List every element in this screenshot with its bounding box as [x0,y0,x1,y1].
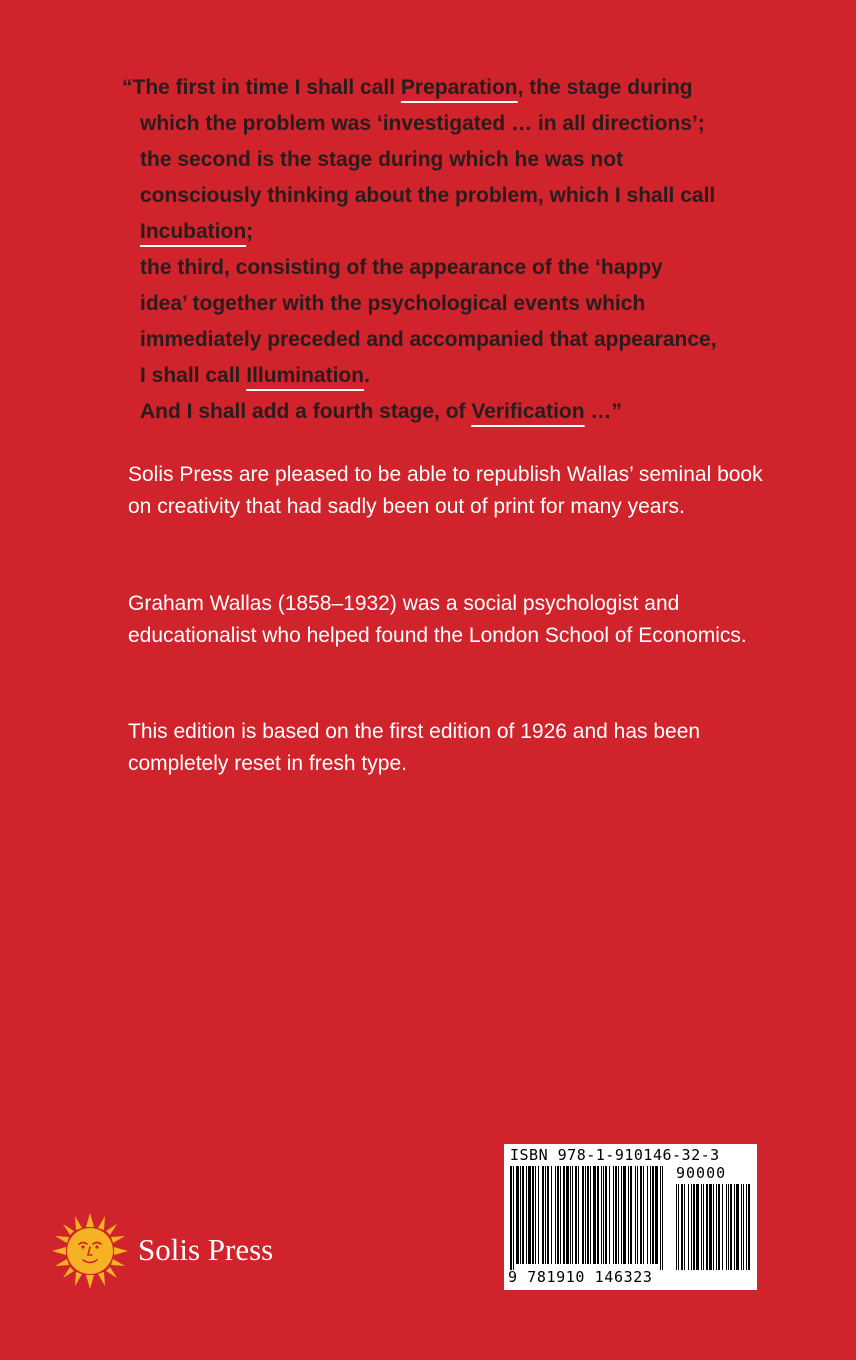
term-illumination: Illumination [246,364,365,387]
barcode-bar [532,1166,534,1264]
barcode-bar [520,1166,521,1264]
barcode-bar [597,1166,599,1264]
barcode-bar [516,1166,519,1264]
paragraph-text: This edition is based on the first edition of 1926 and has been completely reset in fresh type. [128,720,701,775]
barcode-bar [637,1166,638,1264]
barcode-bar [551,1166,552,1264]
addon-bar [713,1184,714,1270]
barcode-bar [513,1166,514,1270]
isbn-barcode [504,1144,757,1290]
quote-text: …” [584,400,622,423]
barcode-bar [575,1166,577,1264]
quote-text: I shall call [140,364,247,387]
barcode-bar [652,1166,654,1264]
barcode-bar [572,1166,573,1264]
addon-bar [722,1184,723,1270]
quote-text: “The first in time I shall call [122,76,401,99]
addon-bar [688,1184,689,1270]
addon-bar [741,1184,742,1270]
barcode-bar [585,1166,586,1264]
barcode-bar [630,1166,632,1264]
quote-line [122,358,822,394]
barcode-bar [628,1166,629,1264]
barcode-bar [635,1166,636,1264]
quote-line [122,394,822,430]
barcode-bar [510,1166,512,1270]
barcode-bar [570,1166,571,1264]
addon-bar [746,1184,747,1270]
barcode-bar [547,1166,549,1264]
term-preparation: Preparation [400,76,518,99]
publisher-name: Solis Press [138,1232,274,1267]
barcode-bar [587,1166,589,1264]
barcode-bar [618,1166,619,1264]
barcode-bar [590,1166,591,1264]
addon-bar [716,1184,717,1270]
barcode-bar [526,1166,527,1264]
addon-bar [693,1184,695,1270]
barcode-bar [522,1166,524,1264]
barcode-bar [593,1166,596,1264]
sun-face-icon [52,1213,128,1289]
barcode-bar [647,1166,648,1264]
price-addon-code: 90000 [676,1164,727,1182]
barcode-bar [578,1166,579,1264]
featured-quote [122,70,822,430]
term-incubation: Incubation [140,220,247,243]
barcode-bar [643,1166,644,1264]
barcode-bar [582,1166,584,1264]
quote-line: immediately preceded and accompanied that appearance, [140,328,717,351]
quote-text: And I shall add a fourth stage, of [140,400,472,423]
ean-number: 9 781910 146323 [508,1268,653,1286]
paragraph-text: Graham Wallas (1858–1932) was a social psychologist and educationalist who helped found the London School of Economics. [128,592,747,647]
barcode-bar [655,1166,658,1264]
barcode-bar [563,1166,565,1264]
barcode-bar [601,1166,602,1264]
addon-bar [703,1184,704,1270]
quote-line: the second is the stage during which he was not [140,148,624,171]
barcode-bar [555,1166,556,1264]
barcode-bar [660,1166,661,1270]
quote-line: consciously thinking about the problem, which I shall call [140,184,716,207]
quote-line [122,70,822,106]
addon-bar [681,1184,683,1270]
quote-line: idea’ together with the psychological events which [140,292,646,315]
barcode-bar [545,1166,546,1264]
addon-bar [709,1184,712,1270]
barcode-bar [621,1166,622,1264]
addon-bar [676,1184,677,1270]
barcode-bar [615,1166,617,1264]
addon-bar [691,1184,692,1270]
paragraph-author [128,588,768,652]
addon-bar [684,1184,685,1270]
barcode-bar [609,1166,610,1264]
paragraph-edition [128,716,768,780]
barcode-bar [623,1166,626,1264]
barcode-bar [603,1166,604,1264]
addon-bar [743,1184,744,1270]
addon-bar [678,1184,679,1270]
addon-bar [701,1184,702,1270]
addon-bar [718,1184,720,1270]
barcode-bar [557,1166,559,1264]
paragraph-intro [128,459,768,523]
barcode-bar [662,1166,663,1270]
barcode-bar [640,1166,642,1264]
quote-text: , the stage during [517,76,693,99]
addon-bar [748,1184,750,1270]
addon-bar [728,1184,729,1270]
paragraph-text: Solis Press are pleased to be able to republish Wallas’ seminal book on creativity that had sadly been out of print for many years. [128,463,763,518]
addon-bar [736,1184,739,1270]
term-verification: Verification [471,400,585,423]
barcode-bar [560,1166,561,1264]
quote-text: . [364,364,370,387]
barcode-bar [613,1166,614,1264]
barcode-bar [535,1166,536,1264]
quote-line: which the problem was ‘investigated … in all directions’; [140,112,705,135]
quote-line: the third, consisting of the appearance of the ‘happy [140,256,663,279]
barcode-bar [528,1166,531,1264]
barcode-bar [650,1166,651,1264]
barcode-bar [566,1166,569,1264]
isbn-label: ISBN 978-1-910146-32-3 [510,1146,720,1164]
addon-bar [726,1184,727,1270]
addon-bar [734,1184,735,1270]
quote-line [122,214,822,250]
barcode-bar [605,1166,607,1264]
addon-bar [706,1184,708,1270]
addon-bar [696,1184,699,1270]
barcode-bar [538,1166,539,1264]
barcode-bar [542,1166,544,1264]
addon-bar [730,1184,732,1270]
quote-text: ; [246,220,254,243]
